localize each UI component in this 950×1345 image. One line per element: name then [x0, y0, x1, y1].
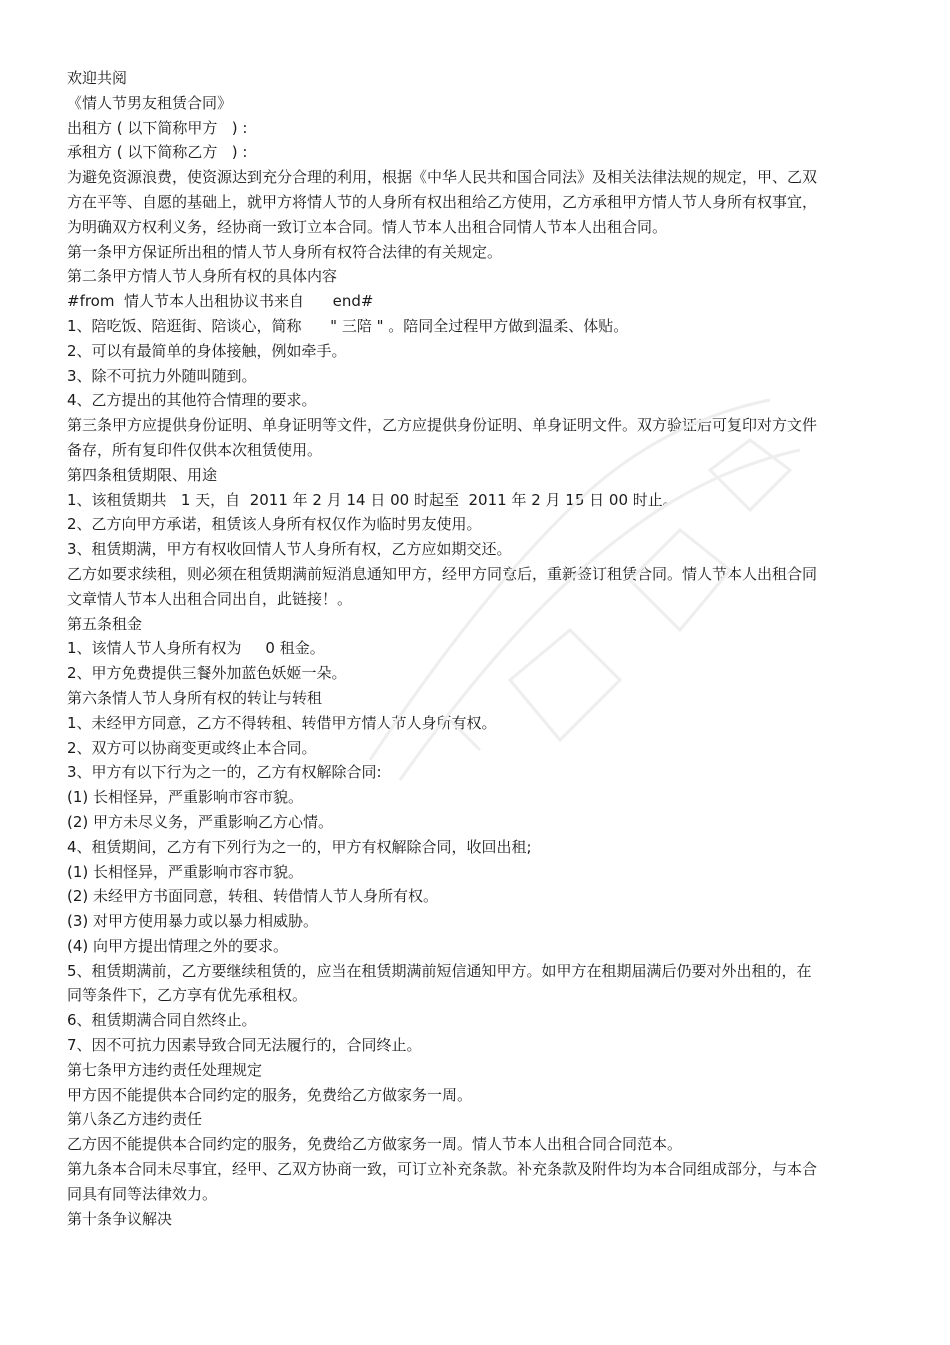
document-title: 《情人节男友租赁合同》 [67, 93, 233, 112]
article-6-item-4: 4、租赁期间，乙方有下列行为之一的，甲方有权解除合同，收回出租; [67, 837, 532, 856]
article-10-heading: 第十条争议解决 [67, 1209, 173, 1228]
article-8-body: 乙方因不能提供本合同约定的服务，免费给乙方做家务一周。情人节本人出租合同合同范本。 [67, 1135, 683, 1154]
article-7-body: 甲方因不能提供本合同约定的服务，免费给乙方做家务一周。 [67, 1085, 473, 1104]
party-lessor: 出租方 ( 以下简称甲方 ) : [67, 118, 248, 137]
article-6-heading: 第六条情人节人身所有权的转让与转租 [67, 688, 323, 707]
article-5-item-2: 2、甲方免费提供三餐外加蓝色妖姬一朵。 [67, 664, 347, 683]
renewal-paragraph: 乙方如要求续租，则必须在租赁期满前短消息通知甲方，经甲方同意后，重新签订租赁合同。情人节本人出租合同文章情人节本人出租合同出自，此链接！。 [67, 564, 818, 608]
article-6-item-4-sub-1: (1) 长相怪异，严重影响市容市貌。 [67, 862, 304, 881]
article-2-item-1: 1、陪吃饭、陪逛街、陪谈心，简称 " 三陪 " 。陪同全过程甲方做到温柔、体贴。 [67, 316, 629, 335]
article-6-item-4-sub-3: (3) 对甲方使用暴力或以暴力相威胁。 [67, 912, 319, 931]
article-2-item-4: 4、乙方提出的其他符合情理的要求。 [67, 391, 317, 410]
article-6-item-4-sub-2: (2) 未经甲方书面同意，转租、转借情人节人身所有权。 [67, 887, 439, 906]
article-6-item-3-sub-1: (1) 长相怪异，严重影响市容市貌。 [67, 788, 304, 807]
document-body [67, 66, 817, 1231]
article-3: 第三条甲方应提供身份证明、单身证明等文件，乙方应提供身份证明、单身证明文件。双方验证后可复印对方文件备存，所有复印件仅供本次租赁使用。 [67, 416, 818, 459]
article-4-item-2: 2、乙方向甲方承诺，租赁该人身所有权仅作为临时男友使用。 [67, 515, 482, 534]
article-6-item-3-sub-2: (2) 甲方未尽义务，严重影响乙方心情。 [67, 812, 334, 831]
article-8-heading: 第八条乙方违约责任 [67, 1110, 203, 1129]
party-lessee: 承租方 ( 以下简称乙方 ) : [67, 143, 248, 162]
article-4-item-3: 3、租赁期满，甲方有权收回情人节人身所有权，乙方应如期交还。 [67, 540, 512, 559]
article-6-item-3: 3、甲方有以下行为之一的，乙方有权解除合同: [67, 763, 382, 782]
header-note: 欢迎共阅 [67, 69, 128, 87]
article-7-heading: 第七条甲方违约责任处理规定 [67, 1060, 263, 1079]
article-4-heading: 第四条租赁期限、用途 [67, 465, 218, 484]
source-note: #from 情人节本人出租协议书来自 end# [67, 292, 374, 311]
article-2-item-3: 3、除不可抗力外随叫随到。 [67, 366, 257, 385]
article-6-item-6: 6、租赁期满合同自然终止。 [67, 1011, 257, 1030]
article-6-item-4-sub-4: (4) 向甲方提出情理之外的要求。 [67, 936, 289, 955]
article-1: 第一条甲方保证所出租的情人节人身所有权符合法律的有关规定。 [67, 242, 503, 261]
article-2-heading: 第二条甲方情人节人身所有权的具体内容 [67, 267, 338, 286]
article-6-item-2: 2、双方可以协商变更或终止本合同。 [67, 738, 317, 757]
article-5-item-1: 1、该情人节人身所有权为 0 租金。 [67, 639, 325, 658]
article-5-heading: 第五条租金 [67, 614, 143, 633]
article-4-item-1: 1、该租赁期共 1 天，自 2011 年 2 月 14 日 00 时起至 2011 年 2 月 15 日 00 时止。 [67, 490, 678, 509]
article-6-item-7: 7、因不可抗力因素导致合同无法履行的，合同终止。 [67, 1036, 422, 1055]
article-6-item-1: 1、未经甲方同意，乙方不得转租、转借甲方情人节人身所有权。 [67, 713, 497, 732]
article-9: 第九条本合同未尽事宜，经甲、乙双方协商一致，可订立补充条款。补充条款及附件均为本合同组成部分，与本合同具有同等法律效力。 [67, 1160, 818, 1203]
article-2-item-2: 2、可以有最简单的身体接触，例如牵手。 [67, 341, 347, 360]
preamble-paragraph: 为避免资源浪费，使资源达到充分合理的利用，根据《中华人民共和国合同法》及相关法律法规的规定，甲、乙双方在平等、自愿的基础上，就甲方将情人节的人身所有权出租给乙方使用，乙方承租甲方情人节人身所有权事宜，为明确双方权利义务，经协商一致订立本合同。情人节本人出租合同情人节本人出租合同。 [67, 168, 818, 236]
article-6-item-5: 5、租赁期满前，乙方要继续租赁的，应当在租赁期满前短信通知甲方。如甲方在租期届满后仍要对外出租的，在同等条件下，乙方享有优先承租权。 [67, 961, 812, 1005]
